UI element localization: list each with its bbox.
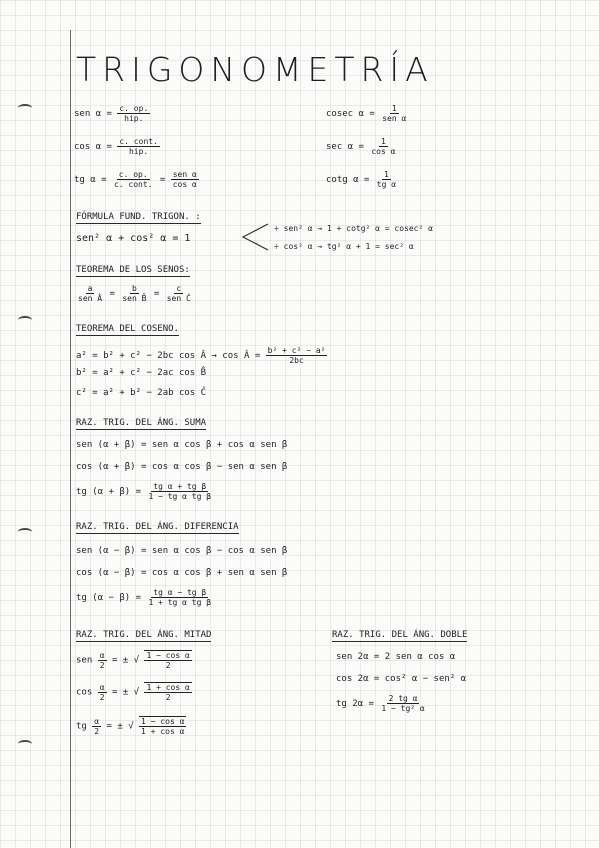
branch-bracket [240, 222, 270, 252]
page-title: TRIGONOMETRÍA [76, 50, 434, 89]
punch-hole [18, 528, 32, 536]
diferencia-line-2: cos (α − β) = cos α cos β + sen α sen β [76, 568, 288, 578]
def-sen: sen α = $\frac{c. op.}{\text{hip.}}$ [74, 104, 149, 123]
diferencia-line-3: tg (α − β) = $\frac{\text{tg α − tg β}}{\text{1 + tg α tg β}}$ [76, 588, 212, 607]
def-cos: cos α = $\frac{\text{c. cont.}}{\text{hip.}}$ [74, 137, 158, 156]
mitad-tg: tg $\frac{\alpha}{2}$ = ± √ $\frac{\text{1 − cos α}}{\text{1 + cos α}}$ [76, 716, 185, 736]
fundamental-branch-2: ÷ cos² α → tg² α + 1 = sec² α [274, 242, 414, 251]
suma-heading: RAZ. TRIG. DEL ÁNG. SUMA [76, 418, 207, 428]
mitad-heading: RAZ. TRIG. DEL ÁNG. MITAD [76, 630, 212, 640]
def-cotg: cotg α = $\frac{1}{\text{tg α}}$ [326, 170, 397, 189]
fundamental-branch-1: ÷ sen² α → 1 + cotg² α = cosec² α [274, 224, 433, 233]
margin-line [70, 30, 71, 848]
mitad-cos: cos $\frac{\alpha}{2}$ = ± √ $\frac{\text{1 + cos α}}{2}$ [76, 682, 190, 702]
doble-line-3: tg 2α = $\frac{\text{2 tg α}}{\text{1 − tg² α}}$ [336, 694, 425, 713]
senos-heading: TEOREMA DE LOS SENOS: [76, 265, 190, 275]
doble-heading: RAZ. TRIG. DEL ÁNG. DOBLE [332, 630, 468, 640]
doble-line-2: cos 2α = cos² α − sen² α [336, 674, 467, 684]
suma-line-2: cos (α + β) = cos α cos β − sen α sen β [76, 462, 288, 472]
diferencia-heading: RAZ. TRIG. DEL ÁNG. DIFERENCIA [76, 522, 239, 532]
suma-line-1: sen (α + β) = sen α cos β + cos α sen β [76, 440, 288, 450]
coseno-line-1: a² = b² + c² − 2bc cos Â → cos Â = $\frac{\text{b² + c² − a²}}{2bc}$ [76, 346, 326, 365]
diferencia-line-1: sen (α − β) = sen α cos β − cos α sen β [76, 546, 288, 556]
coseno-line-2: b² = a² + c² − 2ac cos B̂ [76, 368, 207, 378]
def-sec: sec α = $\frac{1}{\text{cos α}}$ [326, 137, 396, 156]
punch-hole [18, 316, 32, 324]
punch-hole [18, 104, 32, 112]
fundamental-heading: FÓRMULA FUND. TRIGON. : [76, 212, 201, 222]
def-cosec: cosec α = $\frac{1}{\text{sen α}}$ [326, 104, 407, 123]
senos-formula: $\frac{a}{\text{sen Â}}$ = $\frac{b}{\text{sen B̂}}$ = $\frac{c}{\text{sen Ĉ}}$ [78, 284, 191, 303]
suma-line-3: tg (α + β) = $\frac{\text{tg α + tg β}}{\text{1 − tg α tg β}}$ [76, 482, 212, 501]
coseno-line-3: c² = a² + b² − 2ab cos Ĉ [76, 388, 207, 398]
fundamental-formula: sen² α + cos² α = 1 [76, 233, 191, 244]
doble-line-1: sen 2α = 2 sen α cos α [336, 652, 456, 662]
def-tg: tg α = $\frac{c. op.}{\text{c. cont.}}$ = $\frac{\text{sen α}}{\text{cos α}}$ [74, 170, 197, 189]
coseno-heading: TEOREMA DEL COSENO. [76, 324, 179, 334]
punch-hole [18, 740, 32, 748]
mitad-sen: sen $\frac{\alpha}{2}$ = ± √ $\frac{\text{1 − cos α}}{2}$ [76, 650, 190, 670]
